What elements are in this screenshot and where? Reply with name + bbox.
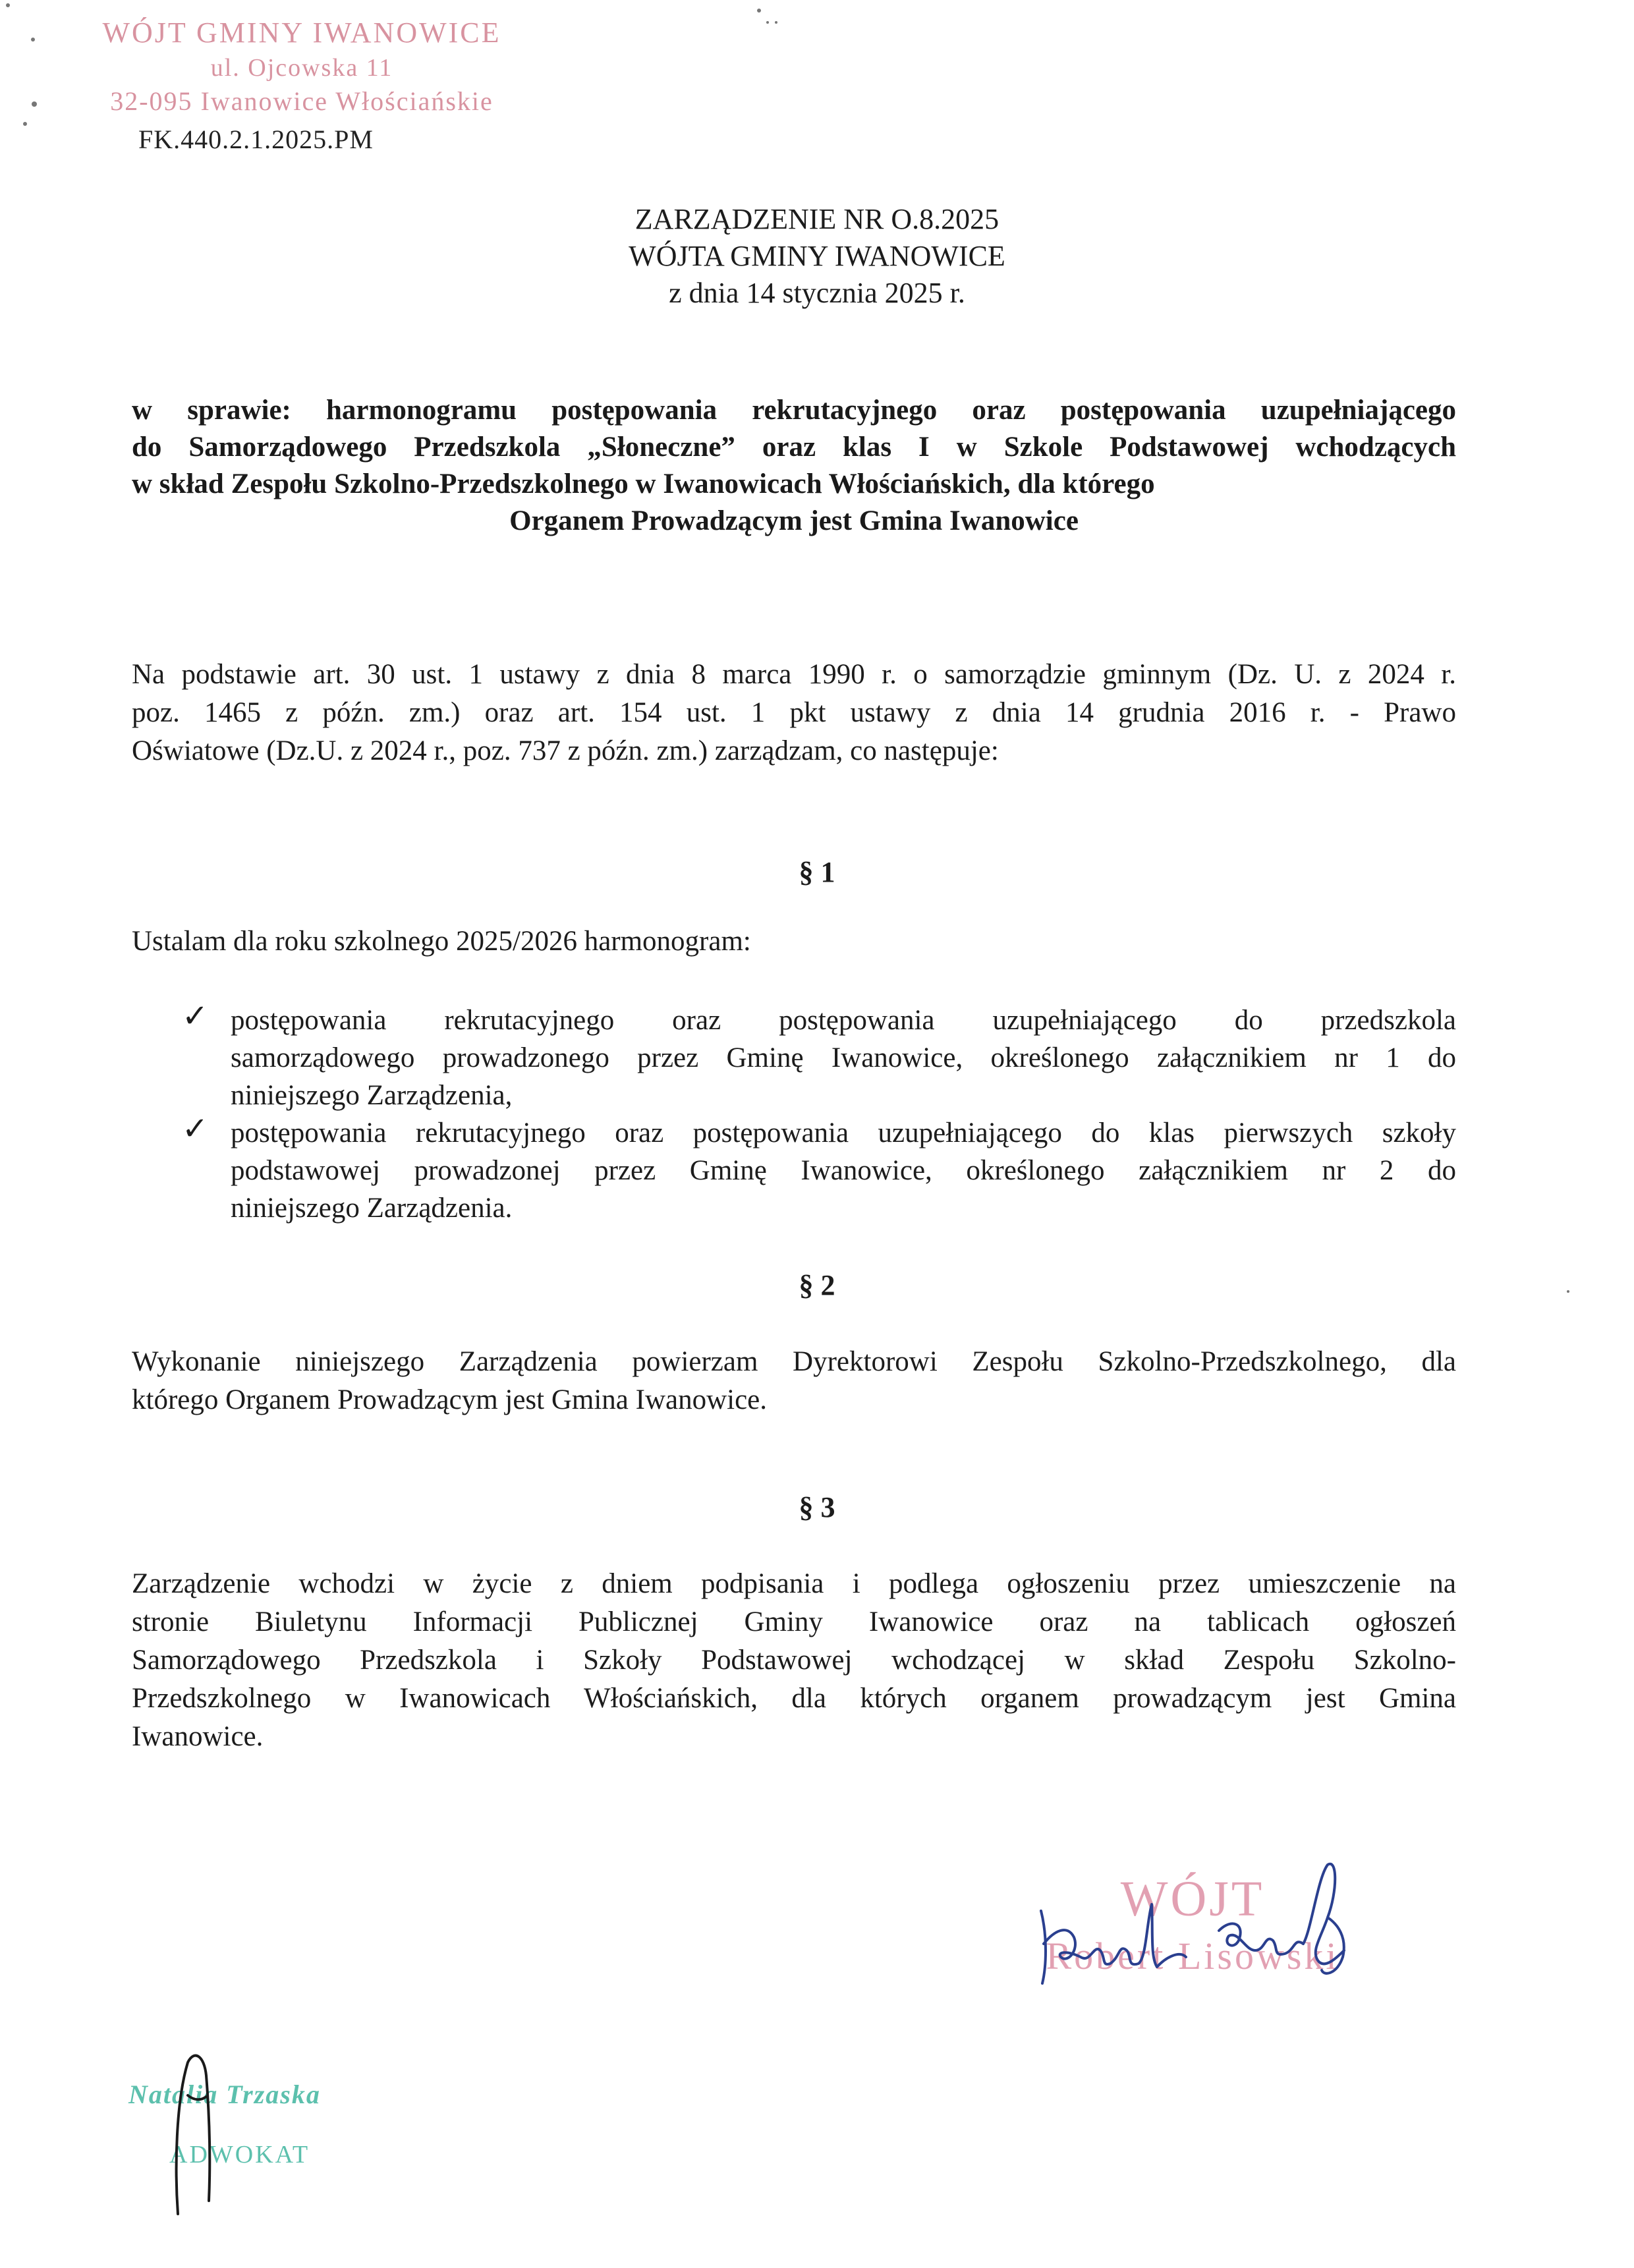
list-item-line-2: podstawowej prowadzonej przez Gminę Iwanowice, określonego załącznikiem nr 2 do [231,1155,1456,1186]
subject-line-4: Organem Prowadzącym jest Gmina Iwanowice [509,505,1079,536]
list-item-line-1: postępowania rekrutacyjnego oraz postępowania uzupełniającego do klas pierwszych szkoły [231,1118,1456,1148]
section-3-line-3: Samorządowego Przedszkola i Szkoły Podstawowej wchodzącej w skład Zespołu Szkolno- [132,1645,1456,1676]
document-subject [132,392,1456,540]
section-3-heading: § 3 [799,1491,835,1523]
lawyer-name: Natalia Trzaska [128,2080,321,2109]
legal-basis-line-3: Oświatowe (Dz.U. z 2024 r., poz. 737 z późn. zm.) zarządzam, co następuje: [132,735,999,766]
office-stamp-line-3: 32-095 Iwanowice Włościańskie [110,86,493,116]
section-3-line-1: Zarządzenie wchodzi w życie z dniem podpisania i podlega ogłoszeniu przez umieszczenie na [132,1568,1456,1599]
document-date: z dnia 14 stycznia 2025 r. [669,277,965,309]
document-header [0,201,1634,312]
checkmark-icon: ✓ [182,1110,209,1147]
section-3-line-2: stronie Biuletynu Informacji Publicznej Gminy Iwanowice oraz na tablicach ogłoszeń [132,1606,1456,1637]
schedule-list [178,998,1456,1227]
section-3-paragraph [132,1565,1456,1756]
checkmark-icon: ✓ [182,998,209,1035]
document-title: ZARZĄDZENIE NR O.8.2025 [634,203,1000,235]
section-2-paragraph [132,1343,1456,1419]
legal-basis-line-2: poz. 1465 z późn. zm.) oraz art. 154 ust. 1 pkt ustawy z dnia 14 grudnia 2016 r. - Prawo [132,697,1456,728]
handwritten-initials [148,2049,247,2221]
section-3-line-4: Przedszkolnego w Iwanowicach Włościańskich, dla których organem prowadzącym jest Gmina [132,1683,1456,1714]
legal-basis-line-1: Na podstawie art. 30 ust. 1 ustawy z dnia 8 marca 1990 r. o samorządzie gminnym (Dz. U. z 2024 r. [132,659,1456,690]
section-2-line-1: Wykonanie niniejszego Zarządzenia powierzam Dyrektorowi Zespołu Szkolno-Przedszkolnego, dla [132,1346,1456,1377]
list-item-line-3: niniejszego Zarządzenia, [231,1080,513,1111]
office-stamp-line-1: WÓJT GMINY IWANOWICE [102,16,501,49]
list-item-line-3: niniejszego Zarządzenia. [231,1193,513,1224]
subject-line-3: w skład Zespołu Szkolno-Przedszkolnego w Iwanowicach Włościańskich, dla którego [132,468,1155,499]
section-1-heading: § 1 [799,856,835,888]
office-stamp [71,14,532,119]
office-stamp-line-2: ul. Ojcowska 11 [210,54,393,82]
signature-stamp-name: Robert Lisowski [1046,1935,1339,1977]
document-reference-number: FK.440.2.1.2025.PM [138,125,374,154]
list-item-line-2: samorządowego prowadzonego przez Gminę Iwanowice, określonego załącznikiem nr 1 do [231,1042,1456,1073]
signature-stamp-title: WÓJT [1120,1871,1265,1927]
section-2-line-2: którego Organem Prowadzącym jest Gmina Iwanowice. [132,1384,768,1415]
list-item [178,1110,1456,1227]
section-3-line-5: Iwanowice. [132,1721,264,1752]
section-1-intro: Ustalam dla roku szkolnego 2025/2026 harmonogram: [132,926,751,957]
list-item-line-1: postępowania rekrutacyjnego oraz postępowania uzupełniającego do przedszkola [231,1005,1456,1036]
handwritten-signature [1028,1852,1370,2010]
lawyer-role: ADWOKAT [169,2141,310,2169]
list-item [178,998,1456,1114]
section-2-heading: § 2 [799,1269,835,1301]
subject-line-2: do Samorządowego Przedszkola „Słoneczne” oraz klas I w Szkole Podstawowej wchodzących [132,432,1456,463]
legal-basis-paragraph [132,656,1456,770]
subject-line-1: w sprawie: harmonogramu postępowania rekrutacyjnego oraz postępowania uzupełniającego [132,395,1456,426]
issuing-authority: WÓJTA GMINY IWANOWICE [629,240,1005,272]
